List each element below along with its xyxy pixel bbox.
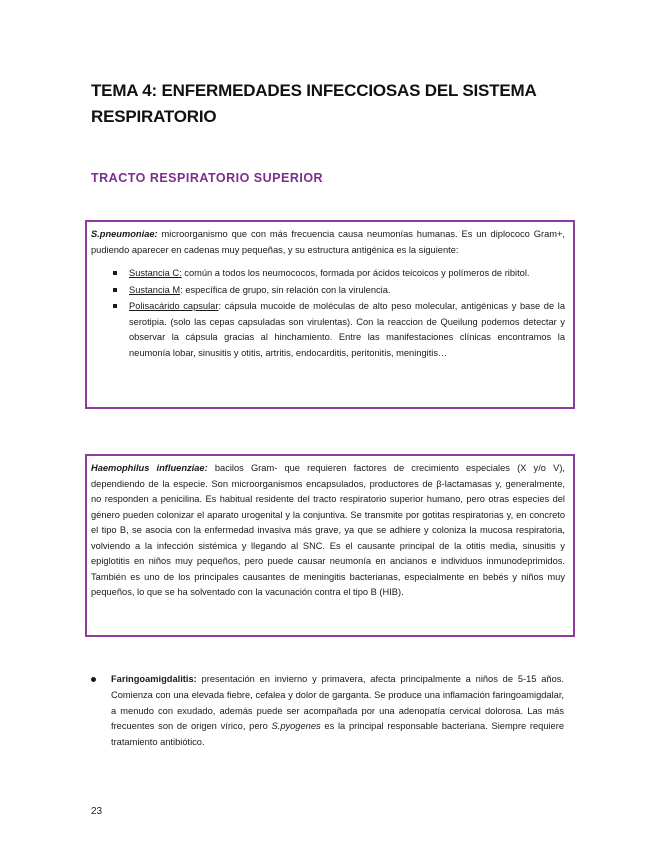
spneumoniae-intro-text: microorganismo que con más frecuencia causa neumonías humanas. Es un diplococo Gram+, pudiendo aparecer en cadenas muy pequeñas, y su estructura antigénica es la siguiente: bbox=[91, 229, 565, 255]
section-title: TRACTO RESPIRATORIO SUPERIOR bbox=[91, 171, 324, 185]
list-item-label: Polisacárido capsular bbox=[129, 301, 219, 311]
faringoamigdalitis-term: Faringoamigdalitis: bbox=[111, 674, 197, 684]
page-number: 23 bbox=[91, 806, 103, 817]
list-item bbox=[129, 299, 565, 361]
list-item-label: Sustancia M bbox=[129, 284, 181, 295]
list-item-text: : específica de grupo, sin relación con la virulencia. bbox=[180, 284, 391, 295]
faringoamigdalitis-bullet bbox=[91, 672, 564, 751]
spneumoniae-intro bbox=[91, 227, 565, 258]
haemophilus-text: bacilos Gram- que requieren factores de crecimiento especiales (X y/o V), dependiendo de la especie. Son microorganismos encapsulados, productores de β-lactamasas y, generalmente, no responden a penicilina. Es habitual residente del tracto respiratorio superior humano, pero otras especies del género pueden colonizar el aparato urogenital y la conjuntiva. Se transmite por gotitas respiratorias y, en concreto el tipo B, se asocia con la enfermedad invasiva más grave, ya que se adhiere y coloniza la mucosa respiratoria, volviendo a la infección sistémica y llegando al SNC. Es el causante principal de la otitis media, sinusitis y epiglotitis en niños muy pequeños, pero puede causar neumonía en ancianos e individuos inmunodeprimidos. También es uno de los principales causantes de meningitis bacterianas, especialmente en bebés y niños muy pequeños, lo que se ha solventado con la vacunación contra el tipo B (HIB). bbox=[91, 463, 565, 597]
list-item bbox=[129, 283, 565, 299]
spneumoniae-box bbox=[85, 220, 575, 409]
species-name: S.pyogenes bbox=[271, 721, 321, 732]
list-item-label: Sustancia C: bbox=[129, 268, 182, 278]
list-item bbox=[129, 266, 565, 282]
faringoamigdalitis-text-before: presentación en invierno y primavera, afecta principalmente a niños de 5-15 años. Comienza con una elevada fiebre, cefalea y dolor de garganta. Se produce una inflamación faringoamigdalar, a menudo con exudado, además puede ser acompañada por una adenopatía cervical dolorosa. Las más frecuentes son de origen vírico, pero bbox=[111, 674, 564, 732]
faringoamigdalitis-paragraph bbox=[111, 672, 564, 751]
haemophilus-term: Haemophilus influenziae: bbox=[91, 463, 208, 473]
spneumoniae-term: S.pneumoniae: bbox=[91, 229, 158, 239]
page-title: TEMA 4: ENFERMEDADES INFECCIOSAS DEL SISTEMA RESPIRATORIO bbox=[91, 81, 536, 126]
list-item-text: : cápsula mucoide de moléculas de alto peso molecular, antigénicas y base de la serotipia. (solo las cepas capsuladas son virulentas). Con la reaccion de Queilung podemos detectar y observar la cápsula gracias al hinchamiento. Entre las manifestaciones clínicas encontramos la neumonía lobar, sinusitis y otitis, artritis, endocarditis, peritonitis, meningitis… bbox=[129, 301, 565, 358]
list-item-text: común a todos los neumococos, formada por ácidos teicoicos y polímeros de ribitol. bbox=[181, 268, 530, 278]
haemophilus-paragraph bbox=[91, 461, 565, 601]
haemophilus-box bbox=[85, 454, 575, 637]
bullet-icon bbox=[91, 677, 96, 682]
faringoamigdalitis-text-after: es la principal responsable bacteriana. Siempre requiere tratamiento antibiótico. bbox=[111, 721, 564, 748]
antigen-list bbox=[91, 266, 565, 361]
